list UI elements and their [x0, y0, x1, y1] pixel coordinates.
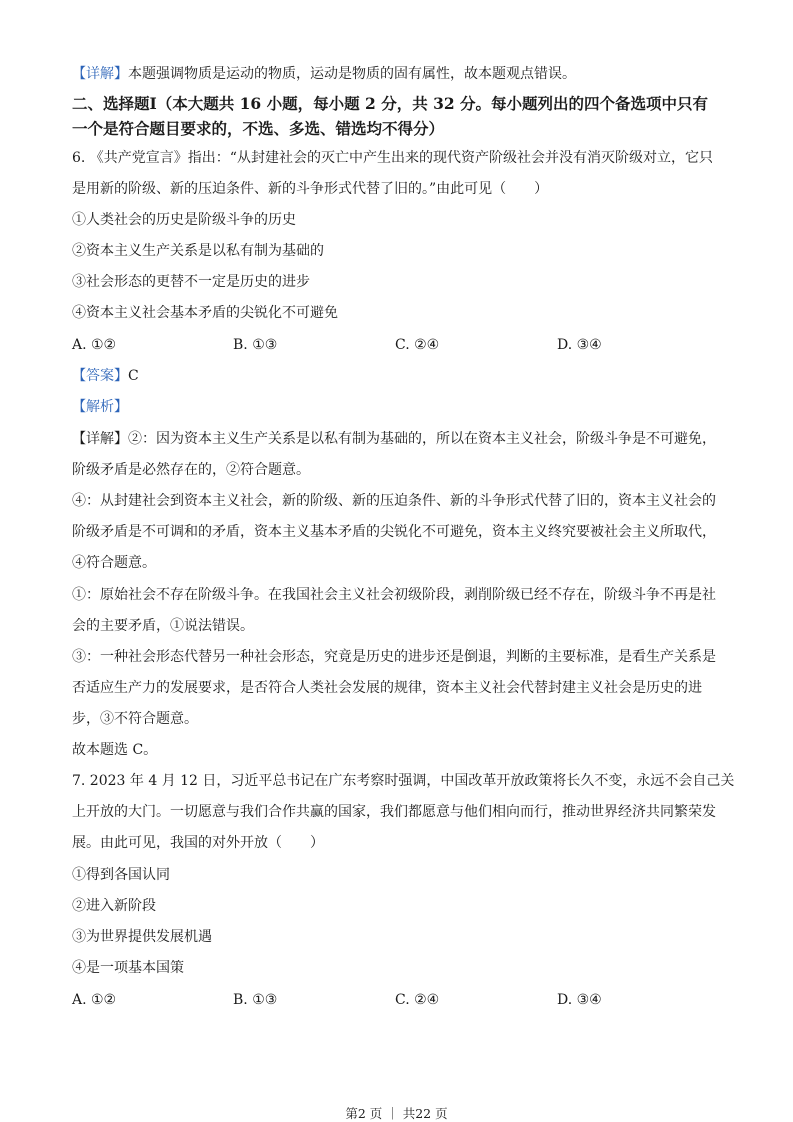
q7-option-d: D. ③④ — [557, 992, 602, 1008]
q7-stem-line2: 上开放的大门。一切愿意与我们合作共赢的国家，我们都愿意与他们相向而行，推动世界经济共同繁荣发 — [72, 804, 716, 820]
q6-stem-line1: 6. 《共产党宣言》指出：“从封建社会的灭亡中产生出来的现代资产阶级社会并没有消灭阶级对立，它只 — [72, 150, 713, 166]
q6-detail-3b: 会的主要矛盾，①说法错误。 — [72, 618, 254, 634]
answer-value: C — [128, 368, 139, 384]
q6-options — [72, 335, 732, 355]
q6-item-3: ③社会形态的更替不一定是历史的进步 — [72, 274, 310, 290]
q7-option-b: B. ①③ — [233, 992, 278, 1008]
q7-option-a: A. ①② — [72, 992, 117, 1008]
page-footer: 第2 页 ｜ 共22 页 — [345, 1106, 448, 1121]
q6-item-2: ②资本主义生产关系是以私有制为基础的 — [72, 243, 324, 259]
detail-tag: 【详解】 — [72, 66, 128, 82]
q6-option-c: C. ②④ — [395, 337, 440, 353]
q6-item-1: ①人类社会的历史是阶级斗争的历史 — [72, 212, 296, 228]
q6-option-d: D. ③④ — [557, 337, 602, 353]
detail-text: ②：因为资本主义生产关系是以私有制为基础的，所以在资本主义社会，阶级斗争是不可避免， — [128, 431, 716, 447]
section-heading-line2: 一个是符合题目要求的，不选、多选、错选均不得分） — [72, 119, 445, 138]
q6-detail-4c: 步，③不符合题意。 — [72, 711, 198, 727]
q6-detail-2a: ④：从封建社会到资本主义社会，新的阶级、新的压迫条件、新的斗争形式代替了旧的，资本主义社会的 — [72, 493, 716, 509]
q6-answer — [72, 366, 732, 386]
q7-item-4: ④是一项基本国策 — [72, 960, 184, 976]
analysis-tag: 【解析】 — [72, 399, 128, 415]
q6-option-b: B. ①③ — [233, 337, 278, 353]
q6-detail-4b: 否适应生产力的发展要求，是否符合人类社会发展的规律，资本主义社会代替封建主义社会是历史的进 — [72, 680, 702, 696]
q7-options — [72, 990, 732, 1010]
detail-paragraph — [72, 64, 732, 84]
q7-item-1: ①得到各国认同 — [72, 867, 170, 883]
q7-item-3: ③为世界提供发展机遇 — [72, 929, 212, 945]
q6-detail-2b: 阶级矛盾是不可调和的矛盾，资本主义基本矛盾的尖锐化不可避免，资本主义终究要被社会主义所取代， — [72, 524, 716, 540]
q6-option-a: A. ①② — [72, 337, 117, 353]
q6-item-4: ④资本主义社会基本矛盾的尖锐化不可避免 — [72, 305, 338, 321]
q7-option-c: C. ②④ — [395, 992, 440, 1008]
q6-detail-3a: ①：原始社会不存在阶级斗争。在我国社会主义社会初级阶段，剥削阶级已经不存在，阶级斗争不再是社 — [72, 587, 716, 603]
q6-detail-4a: ③：一种社会形态代替另一种社会形态，究竟是历史的进步还是倒退，判断的主要标准，是看生产关系是 — [72, 649, 716, 665]
q6-detail-2c: ④符合题意。 — [72, 555, 156, 571]
answer-tag: 【答案】 — [72, 368, 128, 384]
q6-stem-line2: 是用新的阶级、新的压迫条件、新的斗争形式代替了旧的。”由此可见（ ） — [72, 181, 549, 197]
q6-conclusion: 故本题选 C。 — [72, 742, 158, 758]
detail-tag: 【详解】 — [72, 431, 128, 447]
q7-stem-line1: 7. 2023 年 4 月 12 日，习近平总书记在广东考察时强调，中国改革开放政策将长久不变，永远不会自己关 — [72, 773, 735, 789]
q6-detail-1a — [72, 429, 732, 449]
q7-stem-line3: 展。由此可见，我国的对外开放（ ） — [72, 835, 324, 851]
q6-detail-1b: 阶级矛盾是必然存在的，②符合题意。 — [72, 462, 310, 478]
detail-text: 本题强调物质是运动的物质，运动是物质的固有属性，故本题观点错误。 — [128, 66, 576, 82]
section-heading-line1: 二、选择题Ⅰ（本大题共 16 小题，每小题 2 分，共 32 分。每小题列出的四个备选项中只有 — [72, 94, 709, 113]
q7-item-2: ②进入新阶段 — [72, 898, 156, 914]
